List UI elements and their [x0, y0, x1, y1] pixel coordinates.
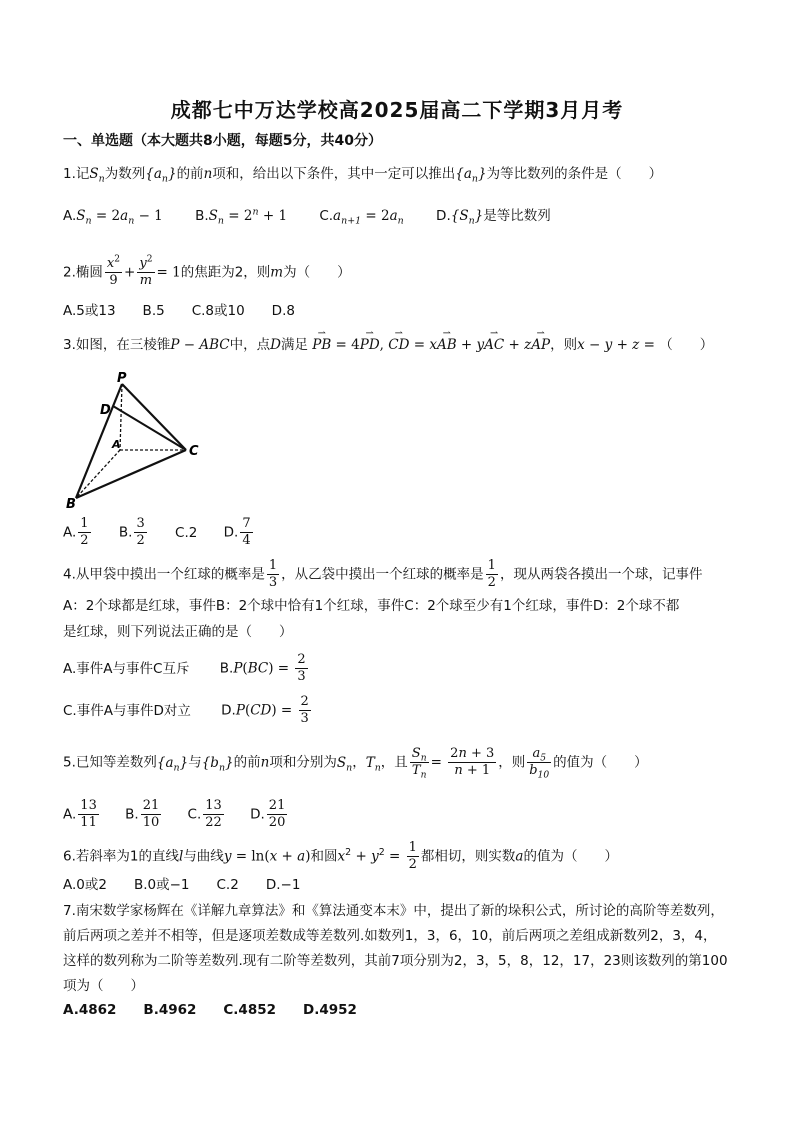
question-3-option-b[interactable]: B. $\frac{3}{2}$ — [118, 516, 145, 548]
question-6-options: A.0或2 B.0或−1 C.2 D.−1 — [63, 877, 301, 893]
question-1-option-d[interactable]: $D.\{S_n\}$是等比数列 — [436, 208, 551, 227]
question-5-options — [63, 798, 317, 831]
question-7-stem-line-1: 7.南宋数学家杨辉在《详解九章算法》和《算法通变本末》中，提出了新的垛积公式，所讨论的高阶等差数列， — [63, 903, 724, 919]
page-title: 成都七中万达学校高2025届高二下学期3月月考 — [170, 98, 624, 122]
edge-ab — [76, 450, 120, 498]
question-5-option-c[interactable]: C. $\frac{13}{22}$ — [187, 798, 222, 830]
question-4-options-row-2 — [63, 694, 341, 727]
label-d: D — [100, 403, 111, 418]
label-a: A — [112, 438, 121, 451]
label-c: C — [189, 444, 199, 459]
question-1-option-b[interactable]: $B.S_n = 2^n + 1$ — [195, 206, 288, 227]
question-4-option-a[interactable]: A.事件A与事件C互斥 — [63, 660, 190, 677]
question-2-stem: 2.椭圆 $\frac{x^2}{9}$ + $\frac{y^2}{m}$ = 1的焦距为2，则m为（ ） — [63, 254, 351, 288]
question-7-stem-line-3: 这样的数列称为二阶等差数列.现有二阶等差数列，其前7项分别为2，3，5，8，12，17，23则该数列的第100 — [63, 953, 728, 969]
question-7-stem-line-4: 项为（ ） — [63, 978, 144, 994]
question-6-stem: 6.若斜率为1的直线l与曲线y = ln(x + a)和圆$x^2 + y^2$ = $\frac{1}{2}$ 都相切，则实数a的值为（ ） — [63, 840, 618, 872]
question-2-options: A.5或13 B.5 C.8或10 D.8 — [63, 303, 295, 319]
question-5-stem: 5.已知等差数列$\{a_n\}$与$\{b_n\}$的前n项和分别为$S_n$，$T_n$，且 $\frac{S_n}{T_n}$ = $\frac{2n + 3}{n + 1}$ ，则 $\frac{a_5}{b_{10}}$ 的值为（ ） — [63, 746, 648, 781]
question-4-stem-line-1: 4.从甲袋中摸出一个红球的概率是 $\frac{1}{3}$ ，从乙袋中摸出一个红球的概率是 $\frac{1}{2}$ ，现从两袋各摸出一个球，记事件 — [63, 558, 703, 590]
question-5-option-d[interactable]: D. $\frac{21}{20}$ — [250, 798, 286, 830]
question-1-options — [63, 206, 579, 226]
question-3-options — [63, 516, 283, 549]
question-3-option-c[interactable]: C.2 — [175, 524, 198, 541]
label-p: P — [117, 371, 127, 386]
label-b: B — [66, 497, 76, 512]
question-4-stem-line-2: A：2个球都是红球，事件B：2个球中恰有1个红球，事件C：2个球至少有1个红球，事件D：2个球不都 — [63, 598, 680, 614]
question-4-options-row-1 — [63, 652, 338, 685]
question-7-options: A.4862 B.4962 C.4852 D.4952 — [63, 1002, 357, 1018]
question-1-option-c[interactable]: $C.a_{n+1} = 2a_n$ — [319, 208, 404, 227]
question-4-option-c[interactable]: C.事件A与事件D对立 — [63, 702, 191, 719]
tetrahedron-figure — [62, 368, 212, 513]
question-3-option-d[interactable]: D. $\frac{7}{4}$ — [223, 516, 251, 548]
question-7-stem-line-2: 前后两项之差并不相等，但是逐项差数成等差数列.如数列1，3，6，10，前后两项之差组成新数列2，3，4， — [63, 928, 717, 944]
question-1-stem: 1.记$S_n$为数列$\{a_n\}$的前n项和，给出以下条件，其中一定可以推出$\{a_n\}$为等比数列的条件是（ ） — [63, 166, 663, 185]
question-4-stem-line-3: 是红球，则下列说法正确的是（ ） — [63, 624, 293, 640]
question-3-stem: 3.如图，在三棱锥P − ABC中，点D满足 ⇀ PB = 4⇀ PD, ⇀ CD = x⇀ AB + y⇀ AC + z⇀ AP，则x − y + z = （ ） — [63, 335, 713, 355]
section-heading: 一、单选题（本大题共8小题，每题5分，共40分） — [63, 133, 382, 149]
question-5-option-a[interactable]: A. $\frac{13}{11}$ — [63, 798, 97, 830]
question-1-option-a[interactable]: $A.S_n = 2a_n - 1$ — [63, 208, 163, 227]
question-4-option-b[interactable]: B.P(BC) = $\frac{2}{3}$ — [219, 652, 306, 684]
question-5-option-b[interactable]: B. $\frac{21}{10}$ — [125, 798, 160, 830]
question-4-option-d[interactable]: D.P(CD) = $\frac{2}{3}$ — [221, 694, 309, 726]
question-3-option-a[interactable]: A. $\frac{1}{2}$ — [63, 516, 89, 548]
